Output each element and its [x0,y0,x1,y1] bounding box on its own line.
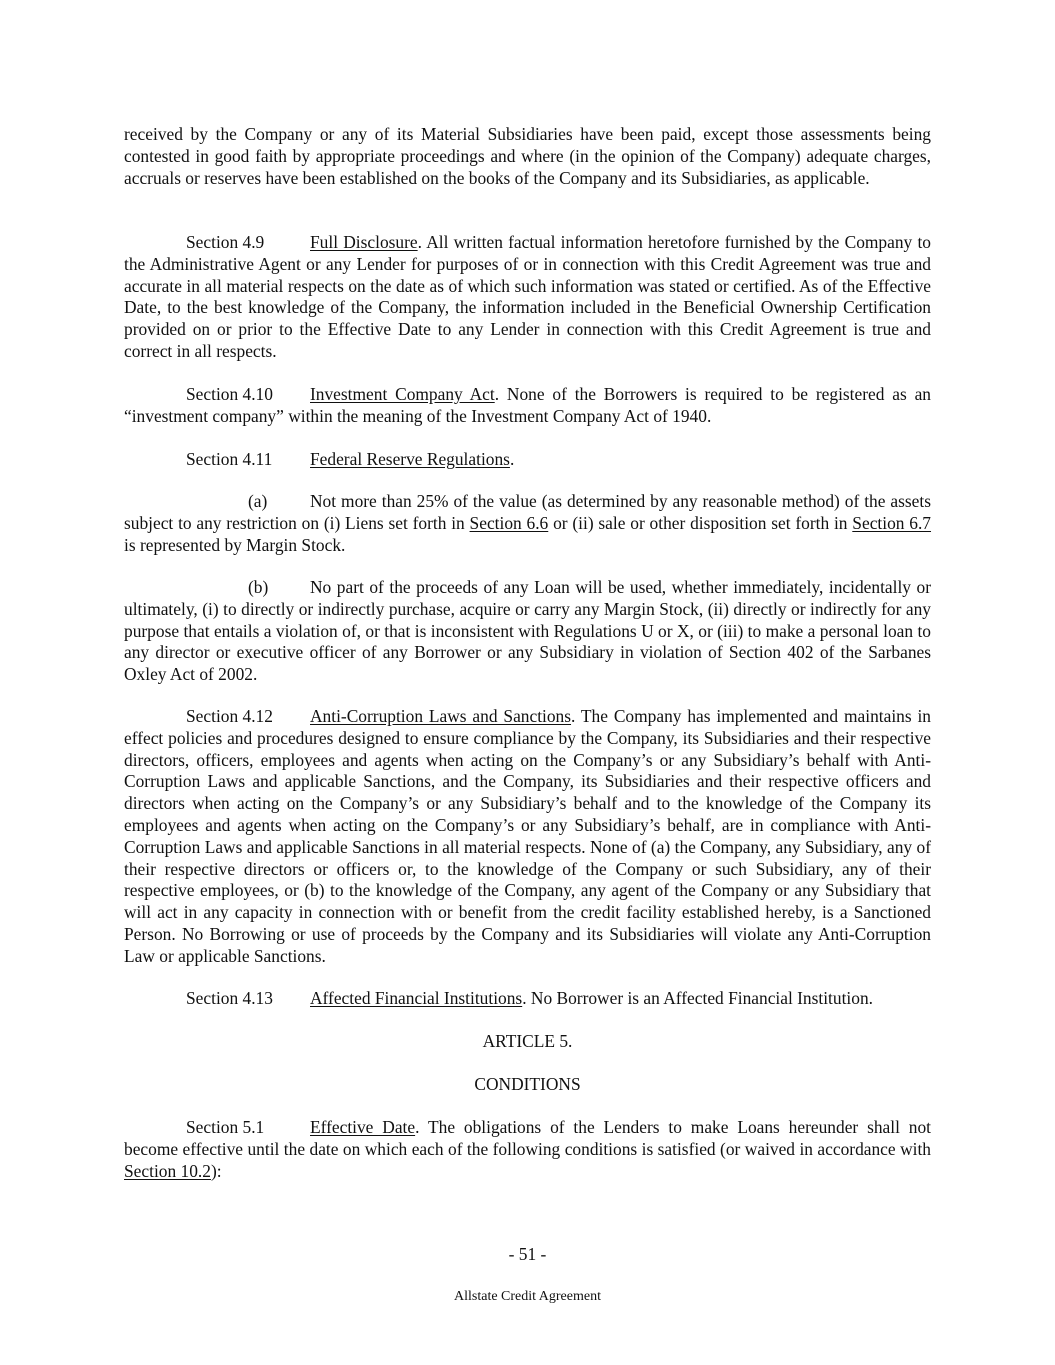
clause-text: is represented by Margin Stock. [124,534,346,555]
section-5-1 [124,1117,931,1182]
section-text: ): [210,1160,222,1181]
section-heading: Federal Reserve Regulations [310,449,510,469]
article-title: CONDITIONS [474,1074,581,1094]
section-4-9 [124,232,931,363]
clause-4-11-a [124,491,931,556]
section-text: . The Company has implemented and maintains in effect policies and procedures designed to ensure compliance by the Company, its Subsidiaries and their respective directors, officers, employees and agents when acting on the Company’s or any Subsidiary’s behalf with Anti-Corruption Laws and applicable Sanctions, and the Company, its Subsidiaries and their respective officers and directors when acting on the Company’s or any Subsidiary’s behalf and to the knowledge of the Company its employees and agents when acting on the Company’s or any Subsidiary’s behalf, are in compliance with Anti-Corruption Laws and applicable Sanctions in all material respects. None of (a) the Company, any Subsidiary, any of their respective directors or officers or, to the knowledge of the Company or such Subsidiary, any of their respective employees, or (b) to the knowledge of the Company, any agent of the Company or any Subsidiary that will act in any capacity in connection with or benefit from the credit facility established hereby, is a Sanctioned Person. No Borrowing or use of proceeds by the Company and its Subsidiaries will violate any Anti-Corruption Law or applicable Sanctions. [124,706,931,966]
section-label: Section 4.13 [186,988,273,1008]
section-heading: Full Disclosure [310,232,418,252]
section-heading: Affected Financial Institutions [310,988,523,1008]
section-label: Section 4.10 [186,384,273,404]
section-text: . None of the Borrowers is required to be registered as an “investment company” within the meaning of the Investment Company Act of 1940. [124,384,931,426]
clause-4-11-b [124,577,931,686]
section-4-12 [124,706,931,968]
section-heading: Effective Date [310,1117,416,1137]
clause-text: Not more than 25% of the value (as determined by any reasonable method) of the assets subject to any restriction on (i) Liens set forth in [124,491,931,533]
page-number: - 51 - [508,1244,547,1264]
clause-label: (a) [248,491,268,511]
clause-text: or (ii) sale or other disposition set forth in [548,512,853,533]
section-text: . No Borrower is an Affected Financial Institution. [522,988,873,1008]
clause-text: No part of the proceeds of any Loan will be used, whether immediately, incidentally or ultimately, (i) to directly or indirectly purchase, acquire or carry any Margin Stock, (ii) directly or indirectly for any purpose that entails a violation of, or that is inconsistent with Regulations U or X, or (iii) to make a personal loan to any director or executive officer of any Borrower or any Subsidiary in violation of Section 402 of the Sarbanes Oxley Act of 2002. [124,577,931,685]
section-label: Section 4.12 [186,706,273,726]
section-text: . All written factual information heretofore furnished by the Company to the Administrative Agent or any Lender for purposes of or in connection with this Credit Agreement was true and accurate in all material respects on the date as of which such information was stated or certified. As of the Effective Date, to the best knowledge of the Company, the information included in the Beneficial Ownership Certification provided on or prior to the Effective Date to any Lender in connection with this Credit Agreement is true and correct in all respects. [124,232,931,361]
section-heading: Anti-Corruption Laws and Sanctions [310,706,572,726]
section-6-7-reference: Section 6.7 [852,512,932,533]
section-4-11 [124,449,931,471]
clause-label: (b) [248,577,269,597]
document-footer-title: Allstate Credit Agreement [454,1289,601,1304]
section-label: Section 5.1 [186,1117,265,1137]
section-text: . The obligations of the Lenders to make Loans hereunder shall not become effective until the date on which each of the following conditions is satisfied (or waived in accordance with [124,1117,931,1159]
paragraph-tax-assessments: received by the Company or any of its Material Subsidiaries have been paid, except those assessments being contested in good faith by appropriate proceedings and where (in the opinion of the Company) adequate charges, accruals or reserves have been established on the books of the Company and its Subsidiaries, as applicable. [124,124,931,188]
section-4-13 [124,988,931,1010]
section-label: Section 4.9 [186,232,265,252]
section-text: . [509,449,515,469]
section-heading: Investment Company Act [310,384,495,404]
section-label: Section 4.11 [186,449,273,469]
article-number: ARTICLE 5. [482,1031,573,1051]
section-6-6-reference: Section 6.6 [469,512,549,533]
section-4-10 [124,384,931,428]
section-10-2-reference: Section 10.2 [124,1160,211,1181]
